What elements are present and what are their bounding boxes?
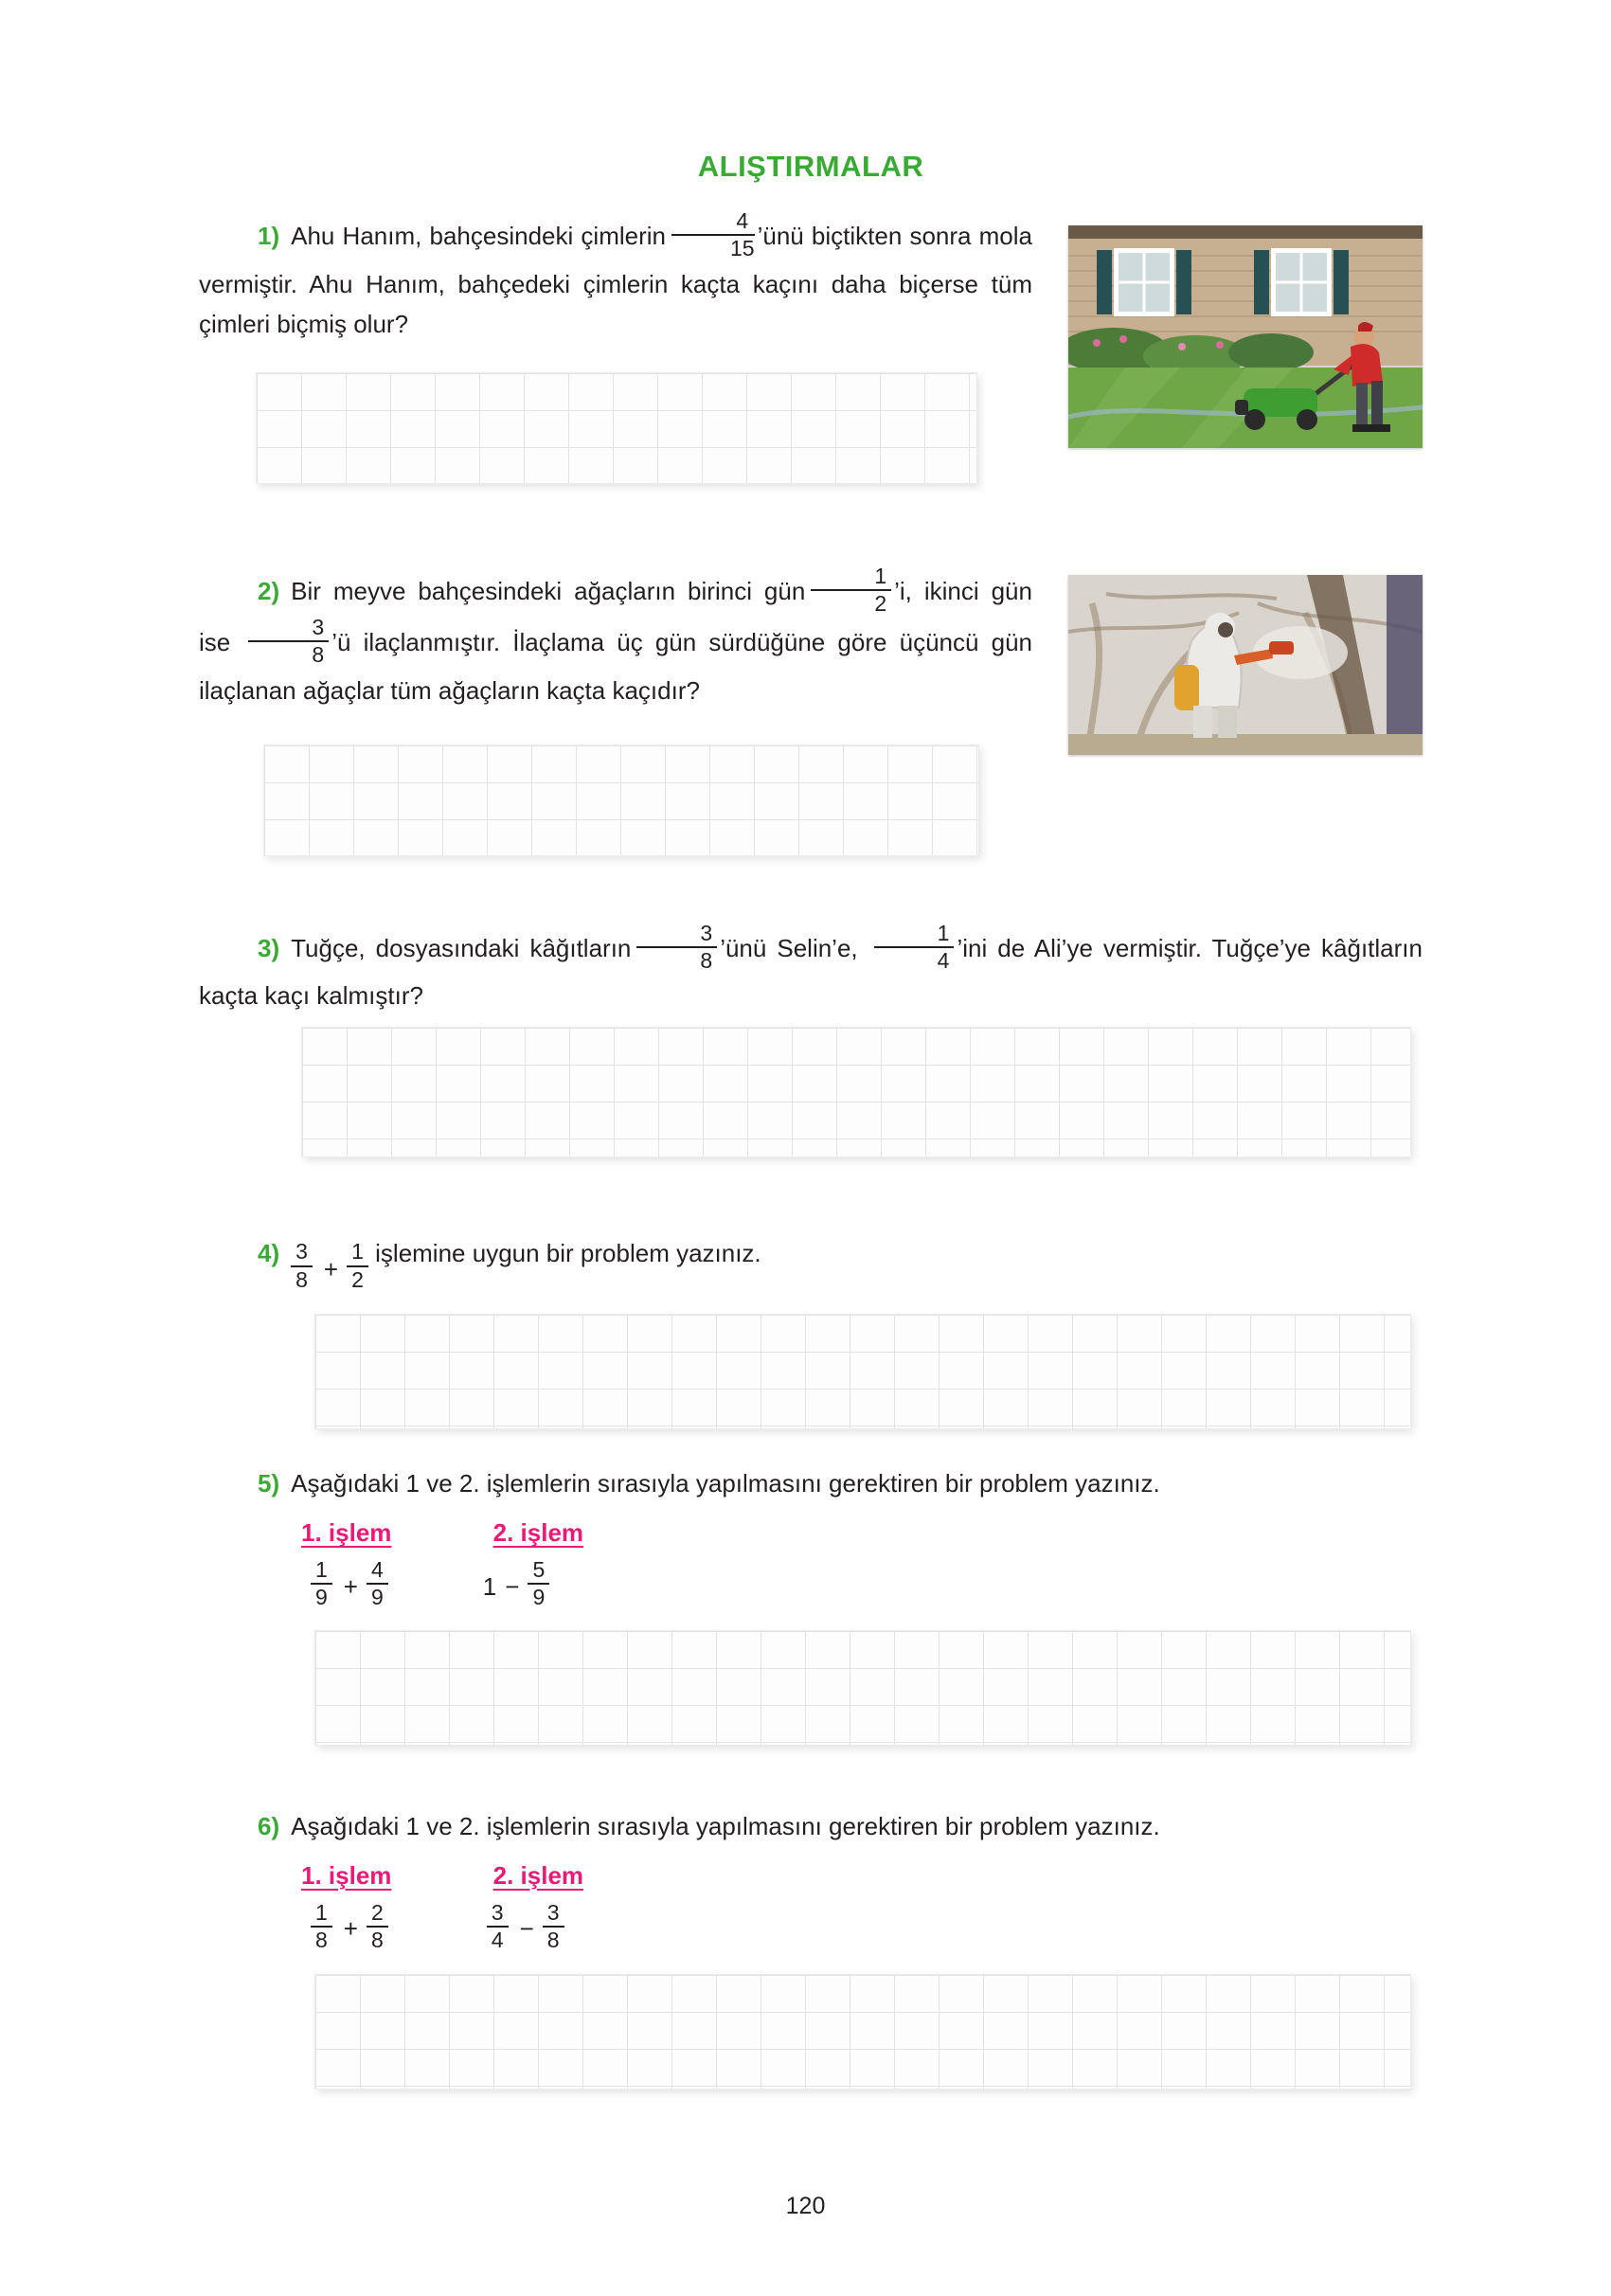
fraction-numerator: 4 <box>671 209 755 236</box>
operation-1-label: 1. işlem <box>301 1860 392 1890</box>
fraction-denominator: 8 <box>315 1927 328 1952</box>
problem-2 <box>199 563 1423 856</box>
fraction-denominator: 8 <box>312 642 325 668</box>
fraction-numerator: 3 <box>487 1901 509 1928</box>
problem-4 <box>199 1233 1423 1429</box>
problem-5-operation-labels <box>199 1518 1423 1548</box>
fraction-numerator: 1 <box>347 1240 368 1266</box>
problem-5-text <box>199 1463 1423 1503</box>
minus-operator: − <box>505 1571 520 1601</box>
page-title: ALIŞTIRMALAR <box>697 150 924 183</box>
fraction-denominator: 2 <box>874 590 887 616</box>
fraction-denominator: 4 <box>491 1927 504 1952</box>
answer-grid-4 <box>314 1314 1411 1429</box>
problem-5-number: 5) <box>258 1468 280 1498</box>
fraction-numerator: 3 <box>543 1901 564 1928</box>
problem-2-text-a: Bir meyve bahçesindeki ağaçların birinci gün <box>291 576 806 605</box>
fraction-1-4 <box>874 922 955 974</box>
fraction-denominator: 15 <box>730 236 755 261</box>
problem-4-number: 4) <box>258 1239 280 1268</box>
problem-2-number: 2) <box>258 576 280 605</box>
fraction-3-8 <box>636 922 717 974</box>
problem-2-text-c: ’ü ilaçlanmıştır. İlaçlama üç gün sürdüğüne göre üçüncü gün ilaçlanan ağaçlar tüm ağaçların kaçta kaçıdır? <box>199 628 1032 705</box>
fraction-denominator: 9 <box>315 1585 328 1610</box>
operation-2-expression <box>487 1899 564 1956</box>
answer-grid-6 <box>314 1974 1411 2090</box>
orchard-spraying-illustration <box>1068 575 1423 755</box>
lawn-mowing-photo <box>1068 225 1423 448</box>
problem-6-operations <box>199 1899 1423 1956</box>
fraction-numerator: 2 <box>367 1901 388 1928</box>
minus-operator: − <box>519 1914 534 1944</box>
problem-3-number: 3) <box>258 933 280 962</box>
operation-2-expression <box>482 1556 549 1613</box>
fraction-3-4 <box>487 1901 509 1953</box>
problem-6-text <box>199 1806 1423 1846</box>
fraction-numerator: 3 <box>291 1240 313 1266</box>
fraction-3-8 <box>543 1901 564 1953</box>
answer-grid-2 <box>263 744 979 856</box>
operation-1-expression <box>311 1899 388 1956</box>
fraction-numerator: 3 <box>248 616 329 642</box>
fraction-3-8 <box>248 616 329 668</box>
plus-operator: + <box>343 1914 358 1944</box>
fraction-1-9 <box>311 1558 332 1610</box>
plus-operator: + <box>343 1571 358 1601</box>
page-content <box>199 150 1423 2090</box>
problem-5-instruction: Aşağıdaki 1 ve 2. işlemlerin sırasıyla yapılmasını gerektiren bir problem yazınız. <box>291 1468 1160 1498</box>
problem-5-operations <box>199 1556 1423 1613</box>
fraction-denominator: 9 <box>370 1585 384 1610</box>
whole-number: 1 <box>482 1571 497 1601</box>
fraction-numerator: 1 <box>811 565 891 591</box>
problem-6 <box>199 1806 1423 2090</box>
fraction-5-9 <box>528 1558 549 1610</box>
problem-4-instruction: işlemine uygun bir problem yazınız. <box>375 1239 761 1268</box>
fraction-numerator: 4 <box>367 1558 388 1585</box>
fraction-2-8 <box>367 1901 388 1953</box>
lawn-mowing-illustration <box>1068 225 1423 448</box>
problem-5 <box>199 1463 1423 1746</box>
answer-grid-3 <box>301 1027 1411 1157</box>
problem-2-text <box>199 563 1032 710</box>
problem-4-expression <box>291 1239 368 1295</box>
fraction-4-9 <box>367 1558 388 1610</box>
operation-2-label: 2. işlem <box>492 1517 584 1547</box>
fraction-1-8 <box>311 1901 332 1953</box>
fraction-denominator: 8 <box>546 1927 560 1952</box>
fraction-3-8 <box>291 1240 313 1292</box>
problem-1-text <box>199 208 1032 344</box>
answer-grid-5 <box>314 1630 1411 1746</box>
problem-1-text-a: Ahu Hanım, bahçesindeki çimlerin <box>291 222 666 251</box>
orchard-spraying-photo <box>1068 575 1423 755</box>
operation-1-label: 1. işlem <box>301 1517 392 1547</box>
problem-3 <box>199 920 1423 1158</box>
problem-6-number: 6) <box>258 1811 280 1840</box>
fraction-numerator: 1 <box>311 1901 332 1928</box>
problem-3-text-a: Tuğçe, dosyasındaki kâğıtların <box>291 933 632 962</box>
fraction-denominator: 9 <box>532 1585 546 1610</box>
plus-operator: + <box>323 1254 339 1283</box>
problem-6-instruction: Aşağıdaki 1 ve 2. işlemlerin sırasıyla yapılmasını gerektiren bir problem yazınız. <box>291 1811 1160 1840</box>
problem-4-text <box>199 1233 1423 1295</box>
fraction-denominator: 8 <box>370 1927 384 1952</box>
answer-grid-1 <box>256 372 977 484</box>
fraction-numerator: 3 <box>636 922 717 948</box>
fraction-1-2 <box>347 1240 368 1292</box>
problem-1-text-b: ’ünü biçtikten sonra mola vermiştir. Ahu Hanım, bahçedeki çimlerin kaçta kaçını daha biçerse tüm çimleri biçmiş olur? <box>199 222 1032 338</box>
problem-1-number: 1) <box>258 222 280 251</box>
problem-6-operation-labels <box>199 1861 1423 1891</box>
operation-1-expression <box>311 1556 388 1613</box>
fraction-1-2 <box>811 565 891 617</box>
fraction-denominator: 8 <box>700 948 713 974</box>
problem-3-text-b: ’ünü Selin’e, <box>720 933 858 962</box>
fraction-denominator: 8 <box>295 1266 308 1292</box>
fraction-numerator: 1 <box>311 1558 332 1585</box>
operation-2-label: 2. işlem <box>492 1860 584 1890</box>
problem-1 <box>199 208 1423 484</box>
fraction-denominator: 4 <box>937 948 950 974</box>
problem-3-text <box>199 920 1423 1016</box>
problem-2-text-b: ’i, ikinci gün ise <box>199 576 1032 657</box>
problem-3-text-c: ’ini de Ali’ye vermiştir. Tuğçe’ye kâğıtların kaçta kaçı kalmıştır? <box>199 933 1423 1011</box>
page-number: 120 <box>785 2193 826 2219</box>
fraction-numerator: 1 <box>874 922 955 948</box>
fraction-4-15 <box>671 209 755 261</box>
fraction-numerator: 5 <box>528 1558 549 1585</box>
fraction-denominator: 2 <box>351 1266 364 1292</box>
